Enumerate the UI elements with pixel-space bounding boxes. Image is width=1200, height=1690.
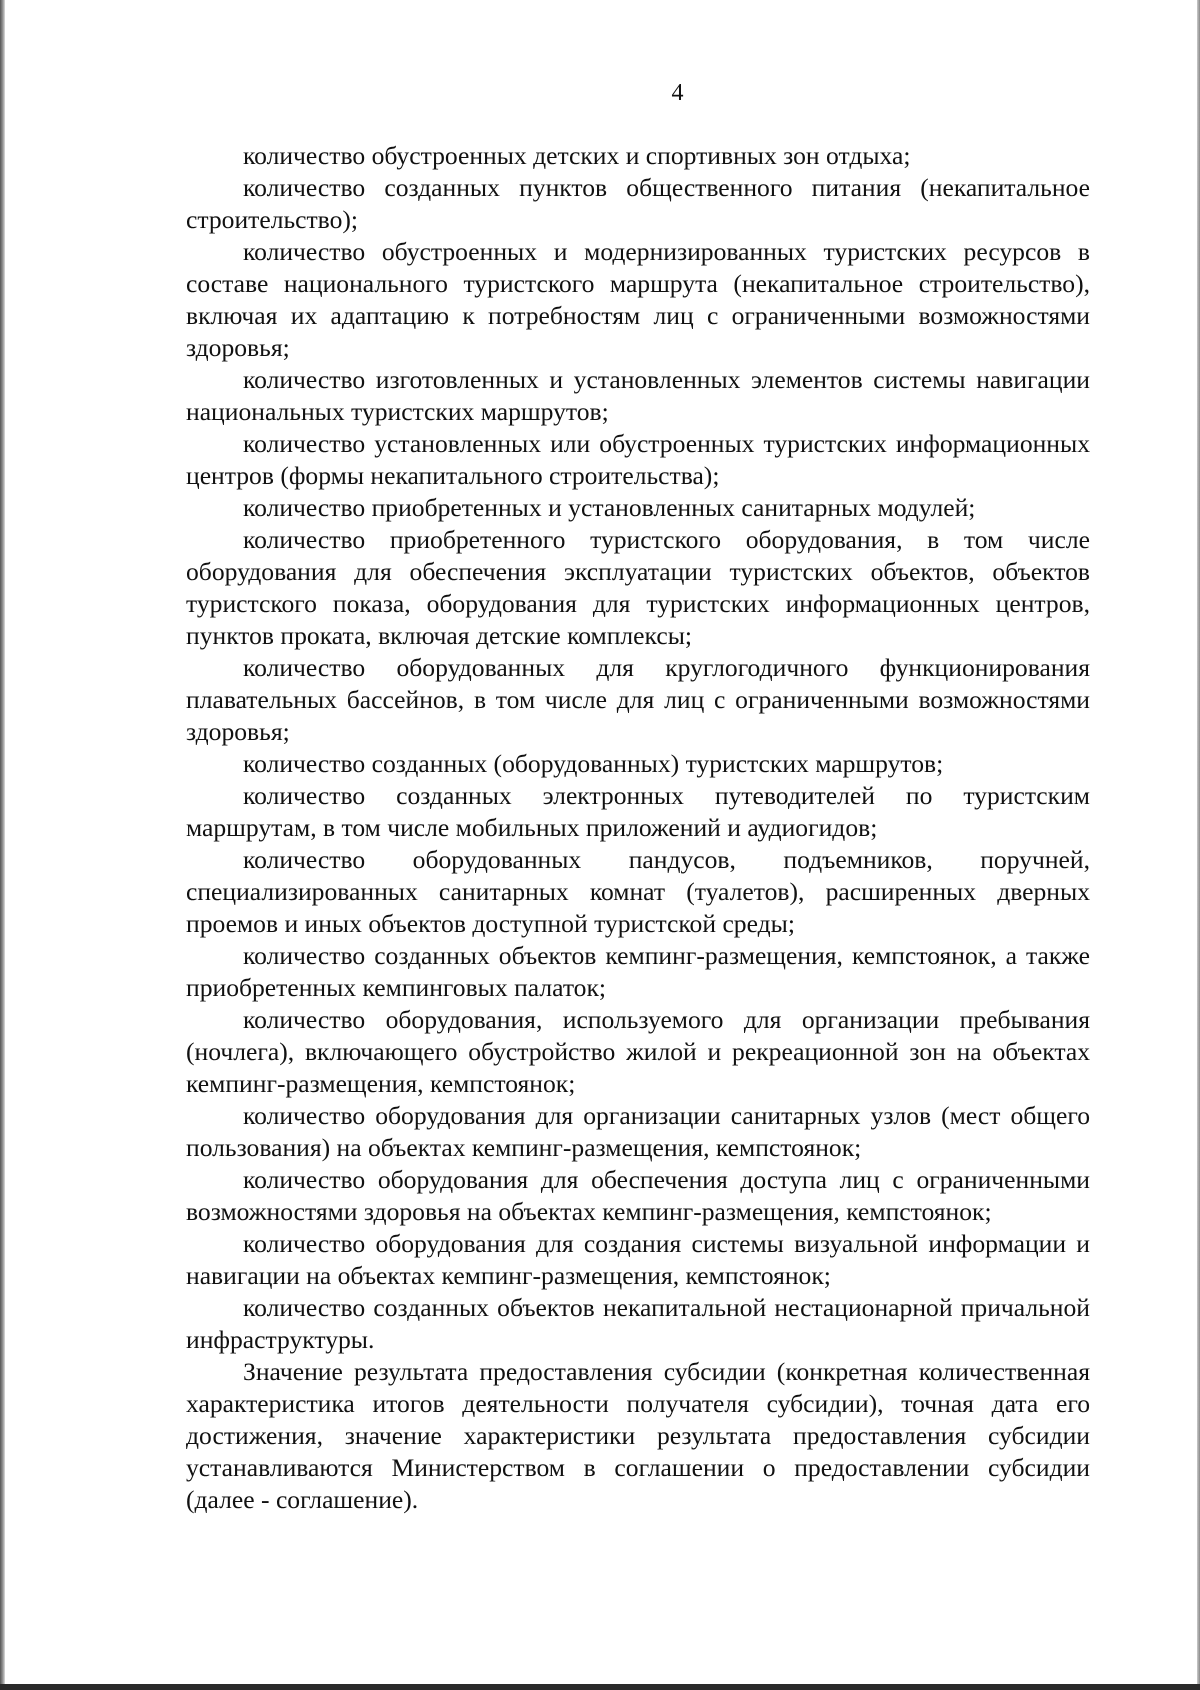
paragraph: количество изготовленных и установленных элементов системы навигации национальных туристских маршрутов; [186, 365, 1090, 426]
paragraph: количество созданных объектов некапитальной нестационарной причальной инфраструктуры. [186, 1293, 1090, 1354]
paragraph: количество приобретенного туристского оборудования, в том числе оборудования для обеспечения эксплуатации туристских объектов, объектов туристского показа, оборудования для туристских информационных центров, пунктов проката, включая детские комплексы; [186, 525, 1090, 650]
paragraph: количество обустроенных детских и спортивных зон отдыха; [243, 141, 911, 170]
page-number: 4 [671, 80, 684, 106]
paragraph: количество созданных электронных путеводителей по туристским маршрутам, в том числе мобильных приложений и аудиогидов; [186, 781, 1090, 842]
paragraph: количество оборудования для создания системы визуальной информации и навигации на объектах кемпинг-размещения, кемпстоянок; [186, 1229, 1090, 1290]
paragraph: количество оборудования, используемого для организации пребывания (ночлега), включающего обустройство жилой и рекреационной зон на объектах кемпинг-размещения, кемпстоянок; [186, 1005, 1090, 1098]
paragraph: количество установленных или обустроенных туристских информационных центров (формы некапитального строительства); [186, 429, 1090, 490]
scan-edge-left [0, 0, 5, 1690]
paragraph: количество оборудования для обеспечения доступа лиц с ограниченными возможностями здоровья на объектах кемпинг-размещения, кемпстоянок; [186, 1165, 1090, 1226]
paragraph: количество созданных пунктов общественного питания (некапитальное строительство); [186, 173, 1090, 234]
paragraph: количество оборудования для организации санитарных узлов (мест общего пользования) на объектах кемпинг-размещения, кемпстоянок; [186, 1101, 1090, 1162]
paragraph: количество оборудованных для круглогодичного функционирования плавательных бассейнов, в том числе для лиц с ограниченными возможностями здоровья; [186, 653, 1090, 746]
paragraph: количество созданных объектов кемпинг-размещения, кемпстоянок, а также приобретенных кемпинговых палаток; [186, 941, 1090, 1002]
paragraph: количество приобретенных и установленных санитарных модулей; [243, 493, 976, 522]
document-body [186, 140, 1090, 1516]
paragraph: количество созданных (оборудованных) туристских маршрутов; [243, 749, 944, 778]
paragraph: Значение результата предоставления субсидии (конкретная количественная характеристика итогов деятельности получателя субсидии), точная дата его достижения, значение характеристики результата предоставления субсидии устанавливаются Министерством в соглашении о предоставлении субсидии (далее - соглашение). [186, 1357, 1090, 1514]
paragraph: количество оборудованных пандусов, подъемников, поручней, специализированных санитарных комнат (туалетов), расширенных дверных проемов и иных объектов доступной туристской среды; [186, 845, 1090, 938]
scan-edge-bottom [0, 1684, 1200, 1690]
paragraph: количество обустроенных и модернизированных туристских ресурсов в составе национального туристского маршрута (некапитальное строительство), включая их адаптацию к потребностям лиц с ограниченными возможностями здоровья; [186, 237, 1090, 362]
